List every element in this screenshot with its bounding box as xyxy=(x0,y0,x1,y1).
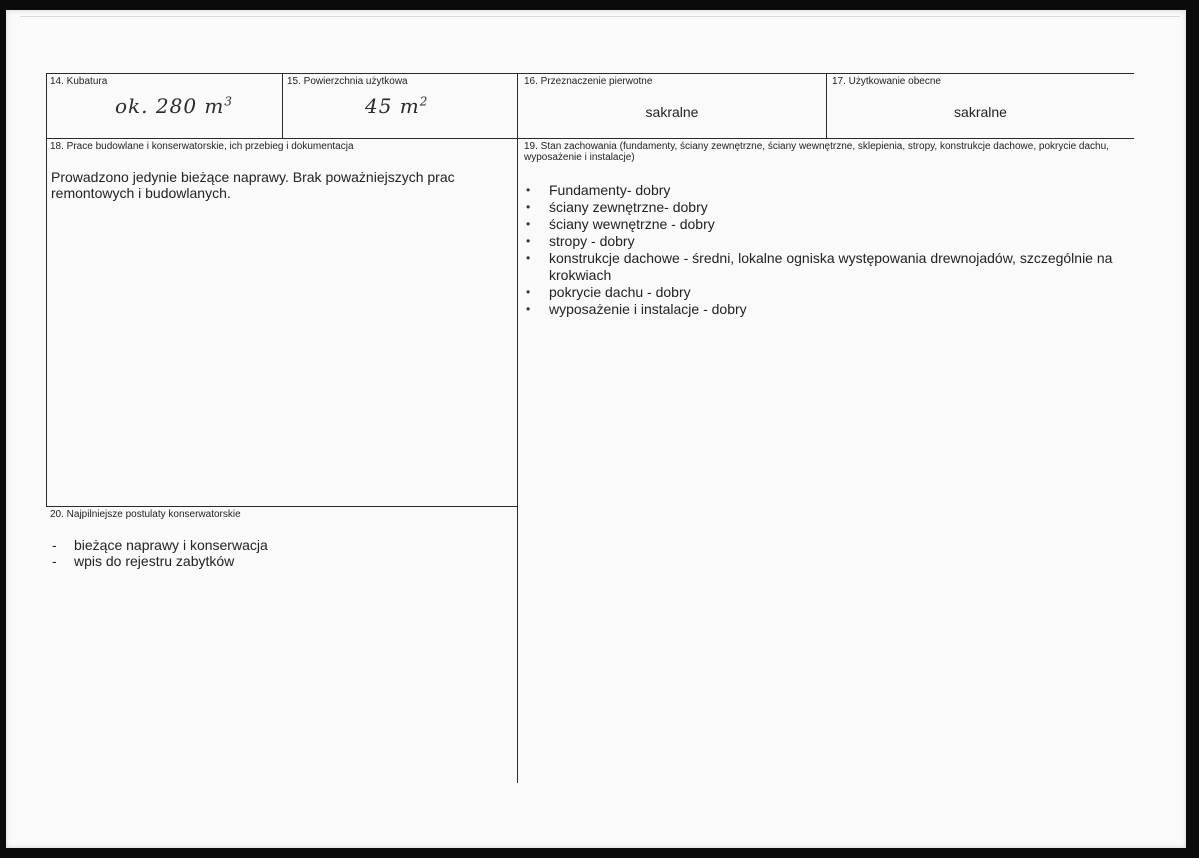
condition-list-item: • Fundamenty- dobry xyxy=(521,182,1131,199)
field-16-value: sakralne xyxy=(645,104,699,120)
field-20-list xyxy=(50,537,490,569)
postulate-list-item: - wpis do rejestru zabytków xyxy=(50,553,490,569)
col-divider-center xyxy=(517,73,518,783)
condition-list-item: • konstrukcje dachowe - średni, lokalne ogniska występowania drewnojadów, szczególnie na krokwiach xyxy=(521,250,1131,284)
document-sheet xyxy=(6,10,1186,848)
field-19-label-text: 19. Stan zachowania (fundamenty, ściany zewnętrzne, ściany wewnętrzne, sklepienia, stropy, konstrukcje dachowe, pokrycie dachu, wyposażenie i instalacje) xyxy=(524,141,1109,163)
field-15-value xyxy=(365,94,428,118)
field-16-label: 16. Przeznaczenie pierwotne xyxy=(524,76,653,87)
top-faint-line xyxy=(20,16,1180,17)
row-top-border xyxy=(46,73,1134,74)
field-15-label: 15. Powierzchnia użytkowa xyxy=(287,76,408,87)
field-20-label: 20. Najpilniejsze postulaty konserwatorskie xyxy=(50,509,241,520)
row-divider-1 xyxy=(46,138,1134,139)
condition-list-item: • wyposażenie i instalacje - dobry xyxy=(521,301,1131,318)
field-14-value xyxy=(115,94,233,118)
field-17-label: 17. Użytkowanie obecne xyxy=(832,76,941,87)
field-19-label xyxy=(524,141,1124,163)
field-17-value: sakralne xyxy=(954,104,1007,120)
field-14-label: 14. Kubatura xyxy=(50,76,108,87)
condition-list-item: • ściany zewnętrzne- dobry xyxy=(521,199,1131,216)
condition-list-item: • stropy - dobry xyxy=(521,233,1131,250)
postulate-list-item: - bieżące naprawy i konserwacja xyxy=(50,537,490,553)
field-14-value-sup: 3 xyxy=(224,94,234,109)
field-15-value-sup: 2 xyxy=(419,94,429,109)
field-14-value-text: ok. 280 m xyxy=(115,94,225,118)
field-15-value-text: 45 m xyxy=(365,94,420,118)
col-divider-14-15 xyxy=(282,73,283,138)
field-18-label: 18. Prace budowlane i konserwatorskie, ich przebieg i dokumentacja xyxy=(50,141,354,152)
field-18-text: Prowadzono jedynie bieżące naprawy. Brak poważniejszych prac remontowych i budowlanych. xyxy=(51,169,455,201)
left-border xyxy=(46,73,47,506)
row-divider-2 xyxy=(46,506,517,507)
field-19-list xyxy=(521,182,1131,318)
condition-list-item: • ściany wewnętrzne - dobry xyxy=(521,216,1131,233)
condition-list-item: • pokrycie dachu - dobry xyxy=(521,284,1131,301)
